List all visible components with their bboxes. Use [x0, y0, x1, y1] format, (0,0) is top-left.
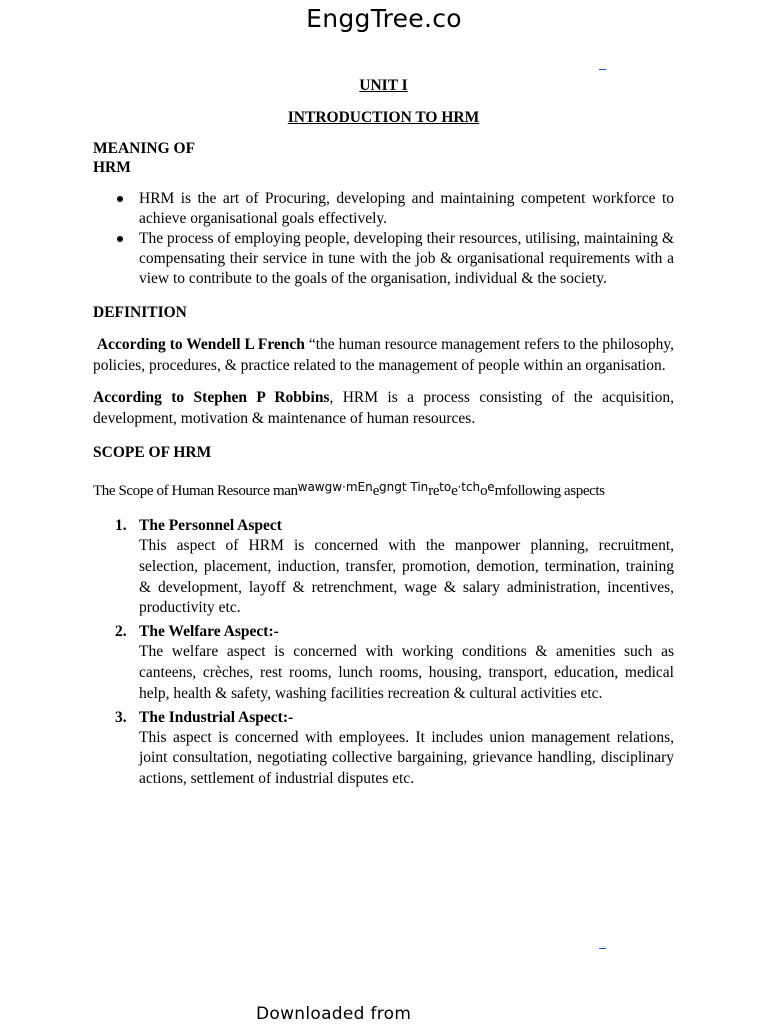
definition-author: According to Wendell L French: [96, 336, 305, 353]
aspect-item: [115, 708, 674, 790]
footer-text: Downloaded from: [256, 1004, 412, 1024]
chapter-title: INTRODUCTION TO HRM: [287, 109, 480, 126]
scope-heading: SCOPE OF HRM: [93, 444, 212, 461]
link-marker-top[interactable]: [599, 69, 606, 70]
definition-french: [93, 335, 674, 376]
aspect-number: 3.: [115, 708, 127, 726]
definition-author: According to Stephen P Robbins: [93, 389, 330, 406]
aspect-body: The welfare aspect is concerned with working conditions & amenities such as canteens, crèches, rest rooms, lunch rooms, housing, transport, education, medical help, health & safety, washing facilities recreation & cultural activities etc.: [139, 643, 674, 702]
definition-robbins: [93, 388, 674, 429]
scope-aspects-list: [93, 516, 674, 790]
aspect-number: 1.: [115, 517, 127, 534]
aspect-item: [115, 622, 674, 704]
definition-text: “the human resource management refers to the philosophy, policies, procedures, & practice related to the management of people within an organisation.: [93, 336, 674, 374]
site-header: EnggTree.co: [306, 4, 462, 33]
meaning-bullet: HRM is the art of Procuring, developing and maintaining competent workforce to achieve organisational goals effectively.: [139, 190, 674, 227]
aspect-title: The Personnel Aspect: [139, 517, 282, 534]
aspect-title: The Welfare Aspect:-: [139, 623, 279, 641]
aspect-number: 2.: [115, 623, 127, 641]
meaning-list: [93, 189, 674, 289]
aspect-body: This aspect of HRM is concerned with the manpower planning, recruitment, selection, placement, induction, transfer, promotion, demotion, termination, training & development, layoff & retrenchment, wage & salary administration, incentives, productivity etc.: [139, 537, 674, 617]
meaning-heading: MEANING OF HRM: [93, 140, 195, 176]
scope-intro: The Scope of Human Resource $man^{wawgw\cdot mEn}e^{gngt Tin}re^{to}e^{\cdot tch}o^emfollowing$ aspects: [93, 480, 605, 499]
definition-text: , HRM is a process consisting of the acquisition, development, motivation & maintenance of human resources.: [93, 389, 674, 427]
aspect-title: The Industrial Aspect:-: [139, 708, 294, 726]
unit-title: UNIT I: [359, 77, 408, 94]
aspect-body: This aspect is concerned with employees. It includes union management relations, joint consultation, negotiating collective bargaining, grievance handling, disciplinary actions, settlement of industrial disputes etc.: [139, 728, 674, 788]
meaning-bullet: The process of employing people, developing their resources, utilising, maintaining & compensating their service in tune with the job & organisational requirements with a view to contribute to the goals of the organisation, individual & the society.: [139, 230, 674, 287]
definition-heading: DEFINITION: [93, 304, 187, 321]
link-marker-bottom[interactable]: [599, 948, 606, 949]
document-page: [93, 76, 674, 793]
aspect-item: [115, 516, 674, 619]
